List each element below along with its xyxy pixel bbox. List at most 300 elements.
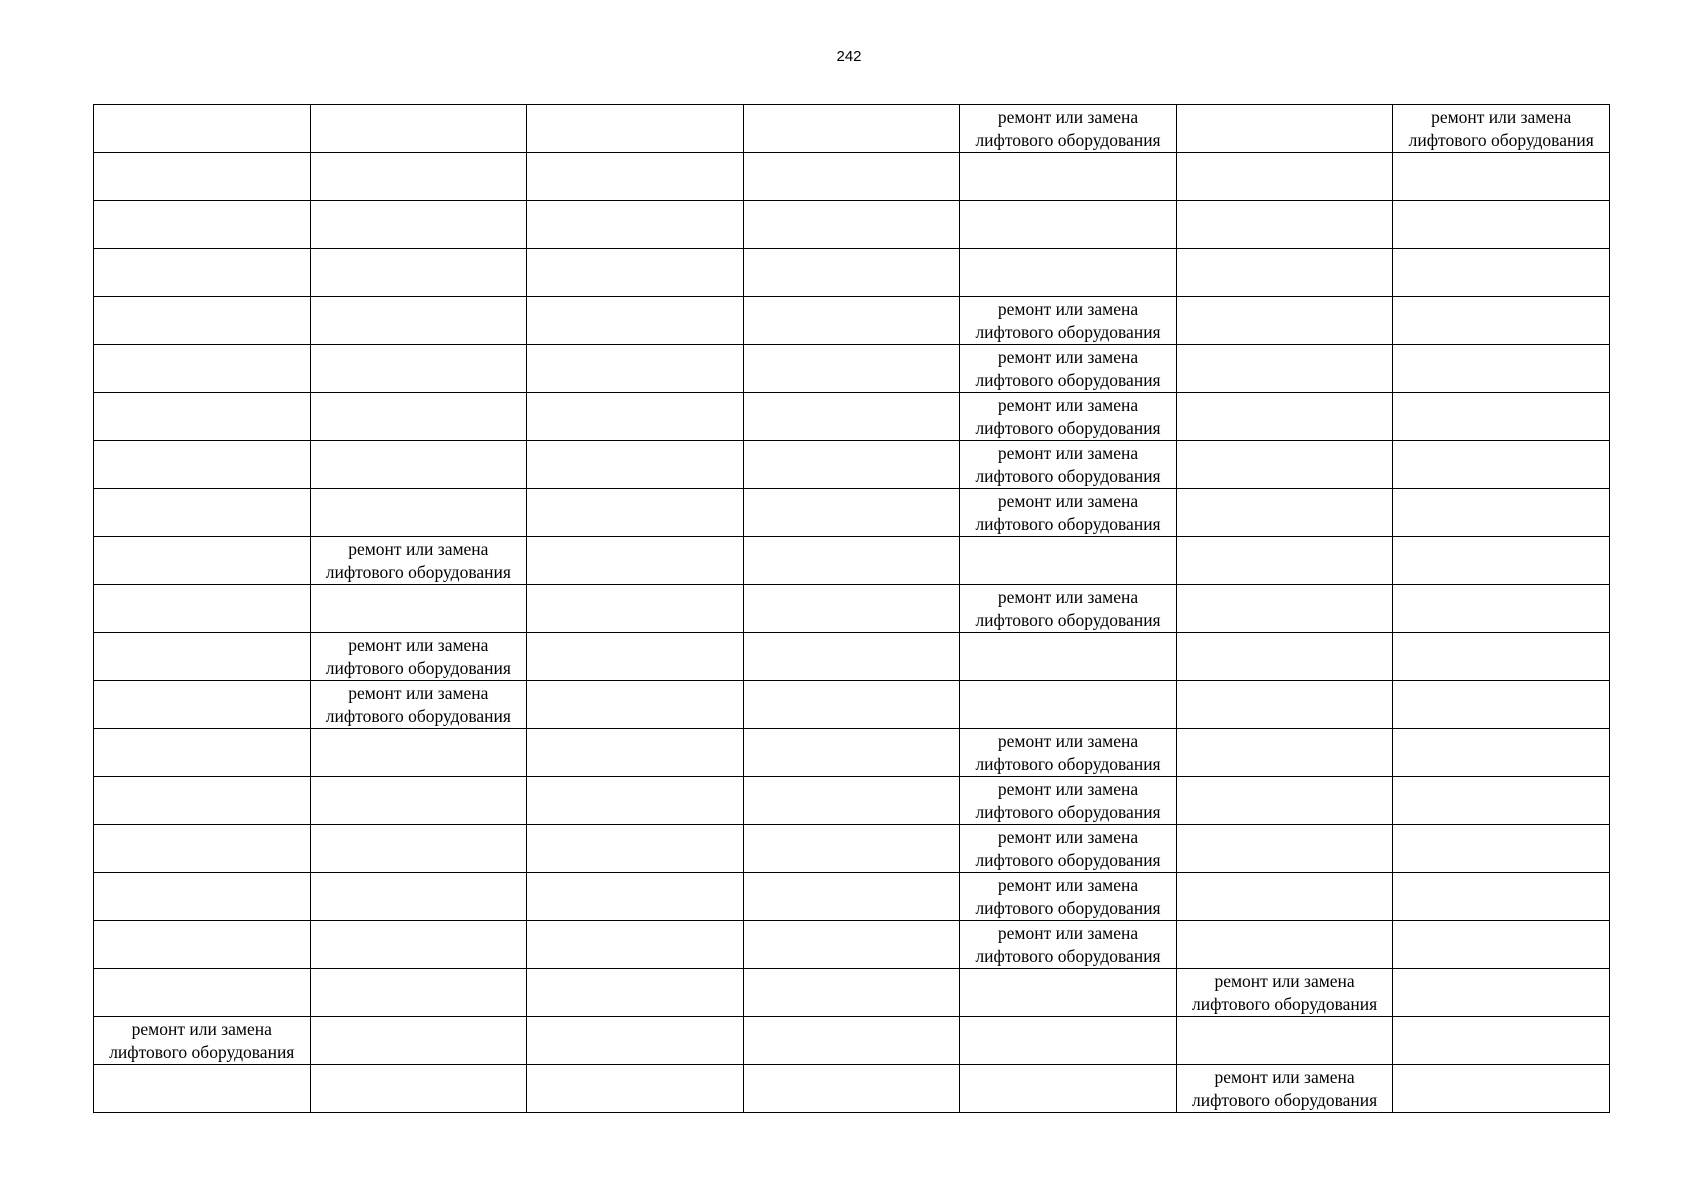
cell-text: ремонт или замена лифтового оборудования (1408, 107, 1594, 150)
table-cell (1176, 249, 1393, 297)
cell-text (1397, 633, 1605, 634)
cell-text (1397, 969, 1605, 970)
table-cell (1176, 201, 1393, 249)
table-cell (310, 1017, 527, 1065)
cell-text (748, 825, 956, 826)
cell-text (98, 345, 306, 346)
cell-text (531, 969, 739, 970)
table-cell (527, 777, 744, 825)
table-cell (94, 537, 311, 585)
table-cell (527, 249, 744, 297)
table-cell (527, 201, 744, 249)
cell-text (1397, 585, 1605, 586)
cell-text (1181, 777, 1389, 778)
cell-text (748, 249, 956, 250)
table-cell (1176, 777, 1393, 825)
table-cell (743, 585, 960, 633)
table-cell (310, 633, 527, 681)
cell-text (1181, 681, 1389, 682)
table-cell (310, 249, 527, 297)
cell-text: ремонт или замена лифтового оборудования (975, 107, 1161, 150)
cell-text (98, 153, 306, 154)
cell-text (964, 633, 1172, 634)
table-cell (1176, 825, 1393, 873)
table-cell (310, 297, 527, 345)
cell-text (531, 249, 739, 250)
cell-text (531, 105, 739, 106)
cell-text (748, 537, 956, 538)
table-cell (94, 921, 311, 969)
cell-text (315, 825, 523, 826)
cell-text (748, 729, 956, 730)
table-cell (743, 249, 960, 297)
table-cell (1176, 441, 1393, 489)
table-row (94, 921, 1610, 969)
cell-text (964, 681, 1172, 682)
table-cell (743, 393, 960, 441)
cell-text (98, 249, 306, 250)
cell-text (315, 249, 523, 250)
table-cell (743, 969, 960, 1017)
table-cell (960, 393, 1177, 441)
cell-text: ремонт или замена лифтового оборудования (325, 635, 511, 678)
cell-text (98, 585, 306, 586)
table-cell (94, 681, 311, 729)
table-cell (94, 441, 311, 489)
table-cell (960, 681, 1177, 729)
cell-text (315, 297, 523, 298)
table-cell (1393, 393, 1610, 441)
cell-text (748, 201, 956, 202)
table-cell (94, 777, 311, 825)
table-row (94, 201, 1610, 249)
cell-text (748, 969, 956, 970)
cell-text (1397, 441, 1605, 442)
cell-text (748, 105, 956, 106)
table-cell (310, 681, 527, 729)
cell-text (1397, 489, 1605, 490)
table-cell (960, 1017, 1177, 1065)
table-cell (527, 633, 744, 681)
table-cell (94, 633, 311, 681)
table-cell (743, 873, 960, 921)
table-cell (1393, 441, 1610, 489)
table-cell (1176, 345, 1393, 393)
table-cell (527, 969, 744, 1017)
table-cell (527, 489, 744, 537)
cell-text: ремонт или замена лифтового оборудования (325, 683, 511, 726)
table-cell (960, 297, 1177, 345)
cell-text (531, 585, 739, 586)
cell-text (1397, 873, 1605, 874)
cell-text (1181, 489, 1389, 490)
cell-text (1181, 345, 1389, 346)
table-cell (94, 1017, 311, 1065)
cell-text (1397, 249, 1605, 250)
cell-text (1397, 825, 1605, 826)
cell-text (315, 1065, 523, 1066)
table-row (94, 105, 1610, 153)
table-cell (1393, 777, 1610, 825)
cell-text (315, 489, 523, 490)
cell-text (748, 1017, 956, 1018)
cell-text (531, 729, 739, 730)
cell-text (1397, 537, 1605, 538)
table-cell (960, 969, 1177, 1017)
table-cell (743, 345, 960, 393)
table-cell (743, 777, 960, 825)
table-cell (960, 825, 1177, 873)
cell-text (531, 537, 739, 538)
table-cell (960, 585, 1177, 633)
table-cell (310, 1065, 527, 1113)
cell-text: ремонт или замена лифтового оборудования (975, 347, 1161, 390)
table-cell (310, 921, 527, 969)
table-cell (94, 825, 311, 873)
table-cell (310, 969, 527, 1017)
cell-text (748, 393, 956, 394)
cell-text (315, 585, 523, 586)
cell-text (748, 1065, 956, 1066)
table-cell (310, 873, 527, 921)
cell-text (1181, 153, 1389, 154)
cell-text (98, 777, 306, 778)
cell-text (531, 393, 739, 394)
cell-text (964, 537, 1172, 538)
table-cell (743, 633, 960, 681)
table-cell (527, 153, 744, 201)
cell-text (315, 969, 523, 970)
cell-text: ремонт или замена лифтового оборудования (975, 491, 1161, 534)
cell-text (748, 633, 956, 634)
cell-text (1397, 393, 1605, 394)
cell-text (964, 1017, 1172, 1018)
cell-text (964, 969, 1172, 970)
cell-text (1397, 345, 1605, 346)
table-row (94, 249, 1610, 297)
cell-text (531, 489, 739, 490)
cell-text: ремонт или замена лифтового оборудования (975, 443, 1161, 486)
table-cell (94, 489, 311, 537)
cell-text (531, 153, 739, 154)
cell-text (98, 873, 306, 874)
cell-text (748, 585, 956, 586)
cell-text (98, 729, 306, 730)
table-cell (1176, 153, 1393, 201)
cell-text: ремонт или замена лифтового оборудования (109, 1019, 295, 1062)
table-cell (527, 825, 744, 873)
cell-text (98, 825, 306, 826)
table-cell (310, 729, 527, 777)
cell-text (531, 345, 739, 346)
table-cell (1176, 537, 1393, 585)
cell-text (98, 105, 306, 106)
table-cell (1176, 1065, 1393, 1113)
cell-text (748, 921, 956, 922)
table-row (94, 1065, 1610, 1113)
cell-text (98, 441, 306, 442)
cell-text (1397, 921, 1605, 922)
cell-text (748, 489, 956, 490)
table-cell (527, 729, 744, 777)
cell-text: ремонт или замена лифтового оборудования (1192, 971, 1378, 1014)
cell-text (98, 393, 306, 394)
table-cell (94, 1065, 311, 1113)
table-cell (310, 489, 527, 537)
table-cell (94, 201, 311, 249)
table-cell (743, 441, 960, 489)
cell-text (98, 1065, 306, 1066)
cell-text (748, 441, 956, 442)
table-cell (1393, 1065, 1610, 1113)
table-cell (527, 393, 744, 441)
table-cell (743, 1017, 960, 1065)
table-cell (743, 489, 960, 537)
cell-text (315, 153, 523, 154)
table-cell (94, 585, 311, 633)
table-row (94, 969, 1610, 1017)
table-cell (1176, 681, 1393, 729)
table-cell (310, 777, 527, 825)
table-cell (1393, 825, 1610, 873)
cell-text (315, 1017, 523, 1018)
table-cell (1393, 297, 1610, 345)
table-cell (960, 1065, 1177, 1113)
cell-text (964, 1065, 1172, 1066)
cell-text (1397, 777, 1605, 778)
work-schedule-table (93, 104, 1610, 1113)
table-cell (527, 1017, 744, 1065)
cell-text (748, 873, 956, 874)
table-cell (94, 297, 311, 345)
cell-text: ремонт или замена лифтового оборудования (975, 395, 1161, 438)
table-cell (1393, 969, 1610, 1017)
table-cell (94, 969, 311, 1017)
table-cell (1176, 105, 1393, 153)
table-cell (1393, 585, 1610, 633)
cell-text (1181, 201, 1389, 202)
table-cell (94, 249, 311, 297)
page-number: 242 (836, 48, 862, 65)
cell-text (1397, 153, 1605, 154)
cell-text (1397, 729, 1605, 730)
table-cell (1176, 633, 1393, 681)
table-cell (1176, 297, 1393, 345)
table-row (94, 345, 1610, 393)
table-cell (1176, 585, 1393, 633)
table-cell (94, 345, 311, 393)
cell-text (531, 201, 739, 202)
table-row (94, 297, 1610, 345)
table-cell (94, 153, 311, 201)
cell-text (964, 153, 1172, 154)
table-cell (527, 921, 744, 969)
cell-text (531, 297, 739, 298)
cell-text (315, 729, 523, 730)
cell-text: ремонт или замена лифтового оборудования (325, 539, 511, 582)
table-cell (1393, 921, 1610, 969)
table-cell (1393, 537, 1610, 585)
table-cell (310, 825, 527, 873)
table-cell (960, 153, 1177, 201)
table-cell (94, 105, 311, 153)
table-cell (743, 729, 960, 777)
table-cell (960, 105, 1177, 153)
cell-text (1397, 1065, 1605, 1066)
cell-text (1181, 921, 1389, 922)
table-row (94, 393, 1610, 441)
table-row (94, 873, 1610, 921)
cell-text (98, 633, 306, 634)
table-row (94, 537, 1610, 585)
cell-text (531, 777, 739, 778)
table-cell (1393, 345, 1610, 393)
table-cell (1176, 969, 1393, 1017)
table-cell (527, 1065, 744, 1113)
cell-text: ремонт или замена лифтового оборудования (975, 731, 1161, 774)
table-cell (743, 537, 960, 585)
table-cell (527, 585, 744, 633)
cell-text (964, 201, 1172, 202)
cell-text (531, 441, 739, 442)
table-cell (310, 201, 527, 249)
table-cell (527, 297, 744, 345)
cell-text (1181, 585, 1389, 586)
cell-text: ремонт или замена лифтового оборудования (975, 587, 1161, 630)
table-cell (743, 297, 960, 345)
cell-text (531, 1017, 739, 1018)
cell-text (1181, 393, 1389, 394)
cell-text (531, 921, 739, 922)
cell-text: ремонт или замена лифтового оборудования (975, 827, 1161, 870)
table-cell (310, 585, 527, 633)
table-cell (960, 441, 1177, 489)
table-cell (527, 345, 744, 393)
table-cell (94, 393, 311, 441)
table-cell (527, 105, 744, 153)
table-cell (1393, 249, 1610, 297)
table-cell (960, 777, 1177, 825)
cell-text: ремонт или замена лифтового оборудования (975, 779, 1161, 822)
cell-text (1181, 249, 1389, 250)
cell-text (531, 1065, 739, 1066)
table-cell (310, 441, 527, 489)
cell-text (315, 441, 523, 442)
table-cell (527, 537, 744, 585)
cell-text (1181, 1017, 1389, 1018)
table-row (94, 585, 1610, 633)
cell-text (1181, 441, 1389, 442)
cell-text (531, 825, 739, 826)
cell-text (748, 777, 956, 778)
table-cell (1176, 393, 1393, 441)
table-cell (960, 249, 1177, 297)
cell-text (315, 921, 523, 922)
table-cell (960, 201, 1177, 249)
cell-text (1181, 825, 1389, 826)
table-row (94, 729, 1610, 777)
cell-text (98, 537, 306, 538)
table-cell (1176, 1017, 1393, 1065)
table-cell (527, 873, 744, 921)
table-cell (960, 921, 1177, 969)
cell-text (748, 681, 956, 682)
table-cell (94, 729, 311, 777)
table-row (94, 153, 1610, 201)
cell-text (964, 249, 1172, 250)
table-cell (1393, 633, 1610, 681)
cell-text (98, 201, 306, 202)
table-cell (1176, 873, 1393, 921)
table-row (94, 681, 1610, 729)
table-cell (310, 105, 527, 153)
table-cell (1176, 729, 1393, 777)
cell-text (98, 297, 306, 298)
cell-text (748, 345, 956, 346)
cell-text (748, 297, 956, 298)
table-cell (94, 873, 311, 921)
table-cell (743, 825, 960, 873)
table-cell (960, 633, 1177, 681)
table-cell (960, 537, 1177, 585)
cell-text (1181, 105, 1389, 106)
cell-text (315, 201, 523, 202)
cell-text (531, 633, 739, 634)
table-row (94, 825, 1610, 873)
table-cell (527, 441, 744, 489)
table-cell (1393, 873, 1610, 921)
table-row (94, 489, 1610, 537)
cell-text: ремонт или замена лифтового оборудования (975, 923, 1161, 966)
table-cell (743, 201, 960, 249)
table-cell (310, 537, 527, 585)
cell-text (1181, 873, 1389, 874)
table-cell (1393, 729, 1610, 777)
table-row (94, 777, 1610, 825)
table-cell (310, 393, 527, 441)
cell-text (98, 681, 306, 682)
table-cell (743, 153, 960, 201)
table-body (94, 105, 1610, 1113)
table-cell (527, 681, 744, 729)
table-row (94, 633, 1610, 681)
cell-text (1397, 681, 1605, 682)
cell-text (315, 105, 523, 106)
cell-text (748, 153, 956, 154)
table-cell (1393, 681, 1610, 729)
cell-text (315, 393, 523, 394)
cell-text (98, 921, 306, 922)
table-cell (743, 921, 960, 969)
cell-text (315, 345, 523, 346)
table-cell (1393, 1017, 1610, 1065)
table-row (94, 1017, 1610, 1065)
cell-text (1397, 297, 1605, 298)
table-cell (960, 489, 1177, 537)
table-cell (1393, 105, 1610, 153)
table-cell (1393, 489, 1610, 537)
table-cell (1176, 921, 1393, 969)
cell-text (1397, 201, 1605, 202)
table-cell (1393, 201, 1610, 249)
table-row (94, 441, 1610, 489)
cell-text (1181, 297, 1389, 298)
cell-text (98, 489, 306, 490)
table-cell (1176, 489, 1393, 537)
table-cell (310, 153, 527, 201)
cell-text (531, 873, 739, 874)
table-cell (1393, 153, 1610, 201)
